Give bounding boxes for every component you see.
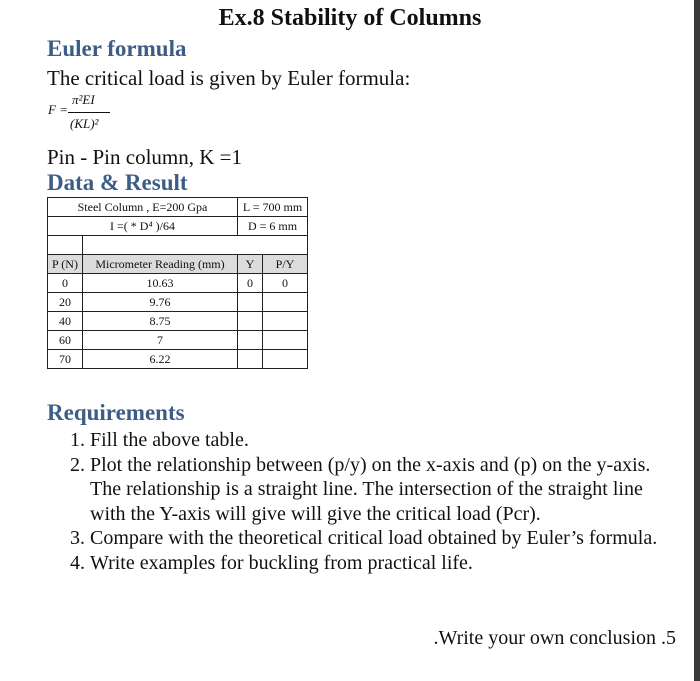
- table-cell: 70: [48, 350, 83, 369]
- data-result-heading: Data & Result: [47, 170, 188, 195]
- column-note: Pin - Pin column, K =1: [47, 145, 243, 169]
- page-edge-shadow: [694, 0, 700, 681]
- table-cell: [238, 331, 263, 350]
- table-cell: 0: [238, 274, 263, 293]
- table-row: [48, 217, 308, 236]
- table-row: [48, 274, 308, 293]
- formula-numerator: π²EI: [72, 92, 95, 107]
- table-row: [48, 350, 308, 369]
- table-cell: 20: [48, 293, 83, 312]
- table-cell: [238, 293, 263, 312]
- table-cell: 6.22: [83, 350, 238, 369]
- list-item: 1. Fill the above table.: [90, 428, 670, 453]
- inertia-cell: I =( * D⁴ )/64: [48, 217, 238, 236]
- table-cell: 0: [48, 274, 83, 293]
- table-cell: 10.63: [83, 274, 238, 293]
- table-cell: 0: [263, 274, 308, 293]
- table-cell: 7: [83, 331, 238, 350]
- material-cell: Steel Column , E=200 Gpa: [48, 198, 238, 217]
- table-row: [48, 312, 308, 331]
- page-title: Ex.8 Stability of Columns: [218, 5, 482, 31]
- table-cell: 9.76: [83, 293, 238, 312]
- formula-fraction-bar: [68, 112, 110, 113]
- table-cell: [263, 350, 308, 369]
- conclusion-item: .Write your own conclusion .5: [433, 627, 676, 649]
- formula-lhs: F =: [48, 102, 68, 117]
- data-table: [47, 197, 308, 369]
- length-cell: L = 700 mm: [238, 198, 308, 217]
- table-cell: [263, 331, 308, 350]
- euler-heading: Euler formula: [47, 36, 187, 61]
- table-cell: [263, 312, 308, 331]
- table-row: [48, 331, 308, 350]
- requirements-list: [47, 428, 670, 575]
- list-item: 4. Write examples for buckling from practical life.: [90, 551, 670, 576]
- table-row: [48, 198, 308, 217]
- column-header: P/Y: [263, 255, 308, 274]
- table-cell: 40: [48, 312, 83, 331]
- column-header: Y: [238, 255, 263, 274]
- requirements-heading: Requirements: [47, 400, 185, 425]
- euler-intro: The critical load is given by Euler formula:: [47, 66, 411, 90]
- table-header-row: [48, 255, 308, 274]
- table-cell: 8.75: [83, 312, 238, 331]
- table-cell: [48, 236, 83, 255]
- diameter-cell: D = 6 mm: [238, 217, 308, 236]
- table-row: [48, 236, 308, 255]
- list-item: 2. Plot the relationship between (p/y) on the x-axis and (p) on the y-axis. The relationship is a straight line. The intersection of the straight line with the Y-axis will give will give the critical load (Pcr).: [90, 453, 670, 527]
- column-header: Micrometer Reading (mm): [83, 255, 238, 274]
- column-header: P (N): [48, 255, 83, 274]
- formula-denominator: (KL)²: [70, 116, 99, 131]
- list-item: 3. Compare with the theoretical critical load obtained by Euler’s formula.: [90, 526, 670, 551]
- table-cell: [263, 293, 308, 312]
- table-cell: [83, 236, 308, 255]
- table-cell: 60: [48, 331, 83, 350]
- euler-formula: [48, 92, 138, 138]
- table-cell: [238, 350, 263, 369]
- table-row: [48, 293, 308, 312]
- table-cell: [238, 312, 263, 331]
